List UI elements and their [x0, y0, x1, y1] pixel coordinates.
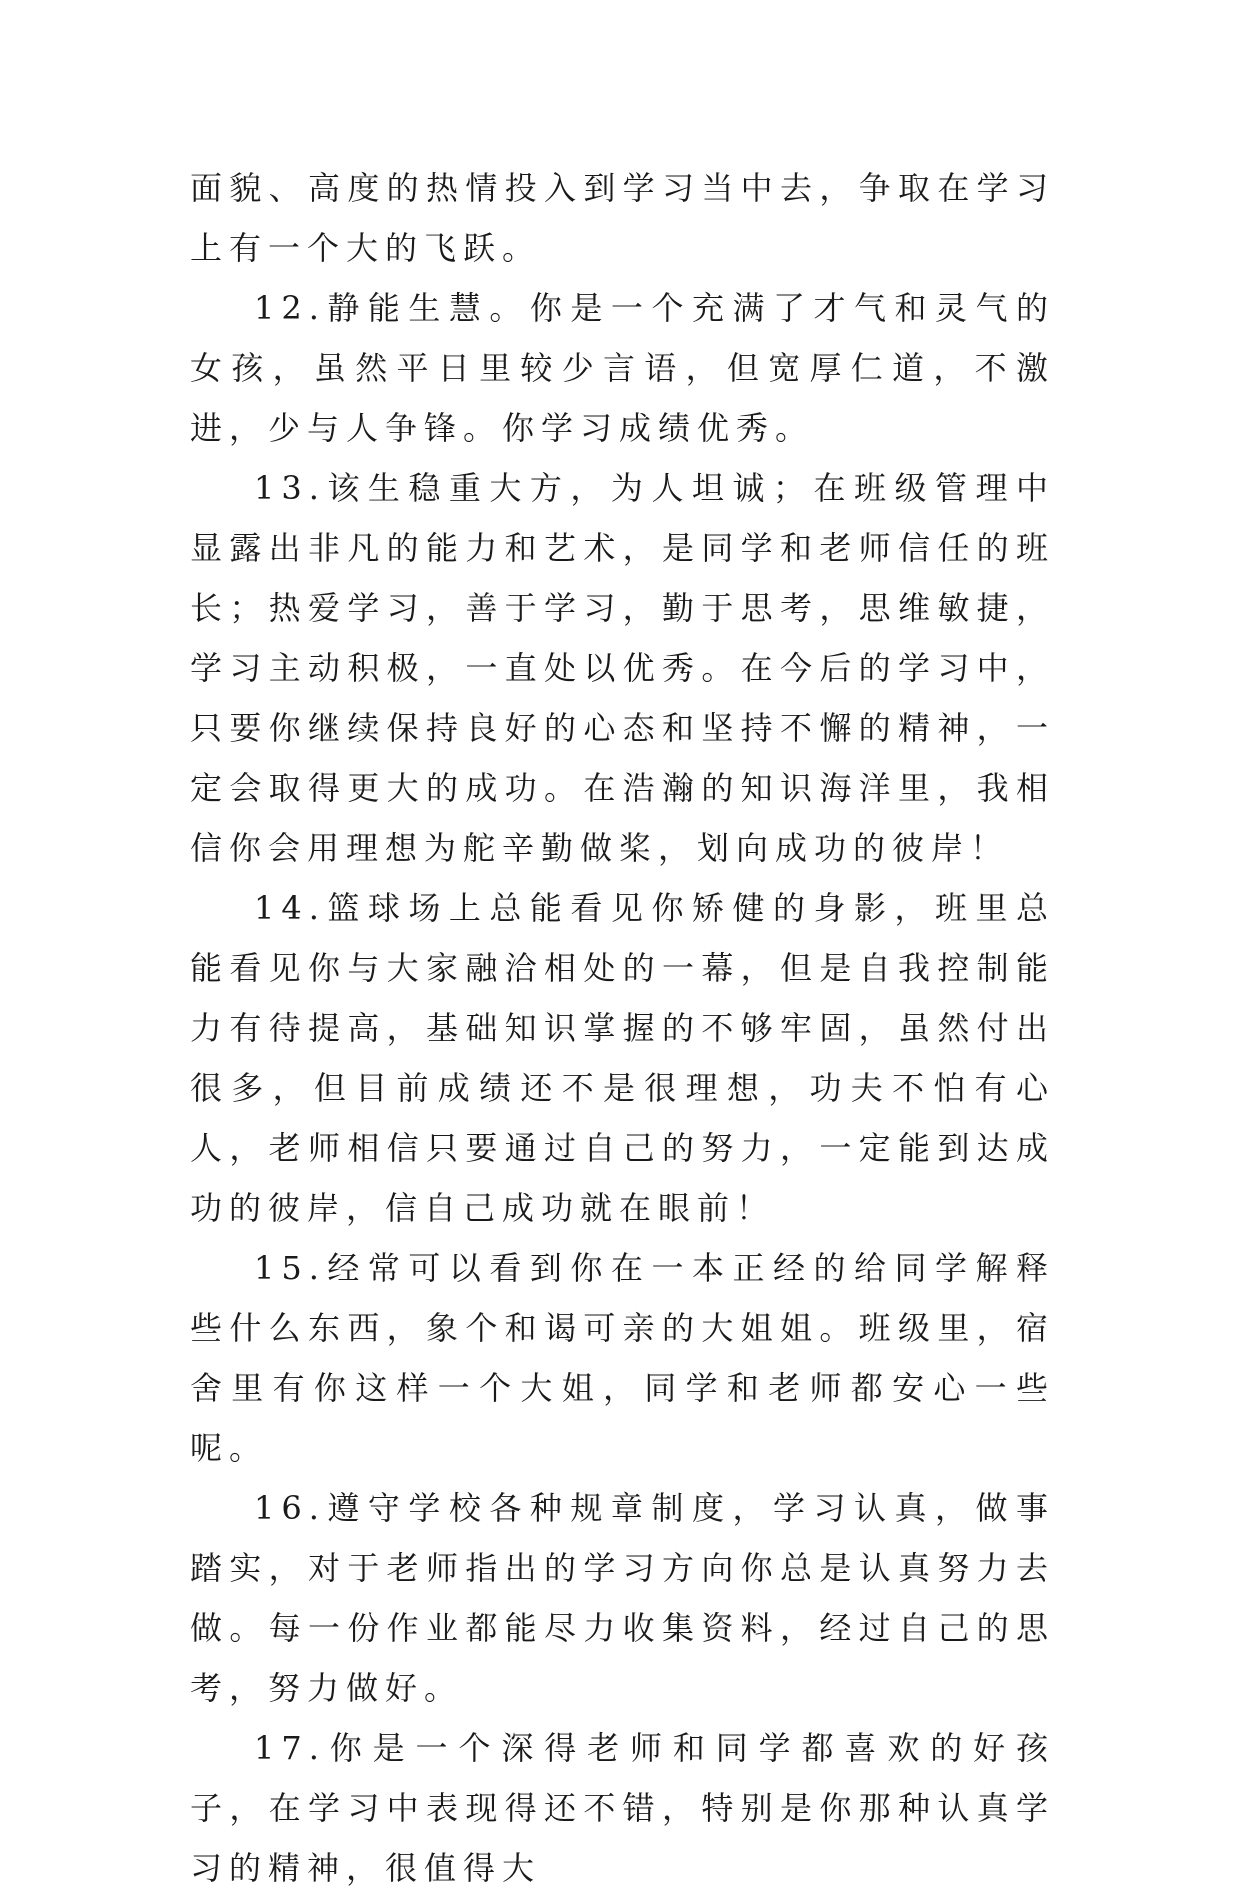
comment-paragraph-13: 13.该生稳重大方，为人坦诚；在班级管理中显露出非凡的能力和艺术，是同学和老师信任的班长；热爱学习，善于学习，勤于思考，思维敏捷，学习主动积极，一直处以优秀。在今后的学习中，只要你继续保持良好的心态和坚持不懈的精神，一定会取得更大的成功。在浩瀚的知识海洋里，我相信你会用理想为舵辛勤做桨，划向成功的彼岸！: [190, 469, 1055, 867]
comment-paragraph-12: 12.静能生慧。你是一个充满了才气和灵气的女孩，虽然平日里较少言语，但宽厚仁道，不激进，少与人争锋。你学习成绩优秀。: [190, 289, 1055, 447]
comment-paragraph-15: 15.经常可以看到你在一本正经的给同学解释些什么东西，象个和谒可亲的大姐姐。班级里，宿舍里有你这样一个大姐，同学和老师都安心一些呢。: [190, 1249, 1055, 1467]
paragraph-continuation: 面貌、高度的热情投入到学习当中去，争取在学习上有一个大的飞跃。: [190, 169, 1055, 267]
comment-paragraph-16: 16.遵守学校各种规章制度，学习认真，做事踏实，对于老师指出的学习方向你总是认真努力去做。每一份作业都能尽力收集资料，经过自己的思考，努力做好。: [190, 1489, 1055, 1707]
comment-paragraph-14: 14.篮球场上总能看见你矫健的身影，班里总能看见你与大家融洽相处的一幕，但是自我控制能力有待提高，基础知识掌握的不够牢固，虽然付出很多，但目前成绩还不是很理想，功夫不怕有心人，老师相信只要通过自己的努力，一定能到达成功的彼岸，信自己成功就在眼前！: [190, 889, 1055, 1227]
document-body: [190, 158, 1055, 1898]
comment-paragraph-17: 17.你是一个深得老师和同学都喜欢的好孩子，在学习中表现得还不错，特别是你那种认真学习的精神，很值得大: [190, 1729, 1055, 1887]
